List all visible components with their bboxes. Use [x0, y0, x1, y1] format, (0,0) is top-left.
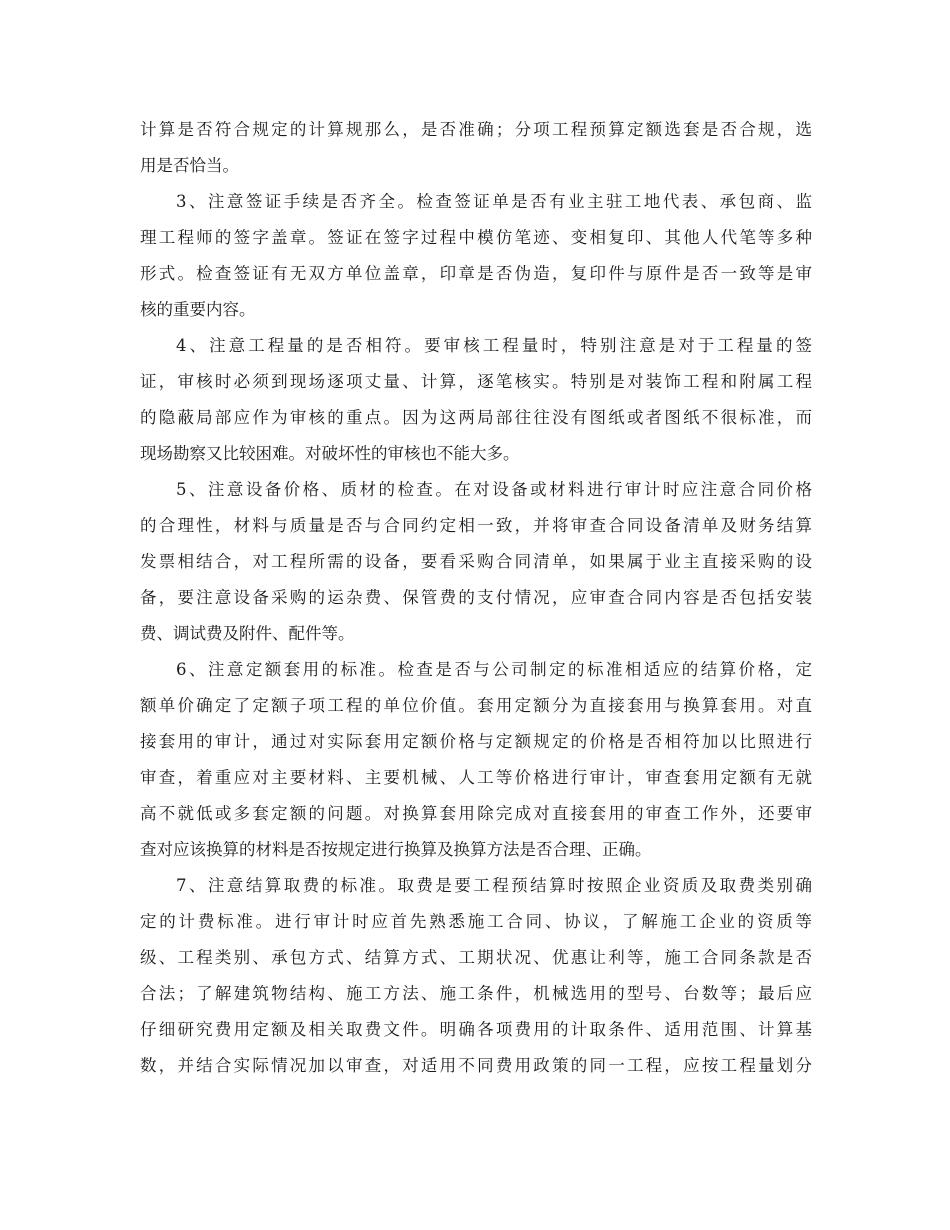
- text-line: 证，审核时必须到现场逐项丈量、计算，逐笔核实。特别是对装饰工程和附属工程: [140, 372, 812, 391]
- text-line: 定的计费标准。进行审计时应首先熟悉施工合同、协议，了解施工企业的资质等: [140, 912, 812, 931]
- text-line: 查对应该换算的材料是否按规定进行换算及换算方法是否合理、正确。: [140, 840, 652, 859]
- text-line: 的合理性，材料与质量是否与合同约定相一致，并将审查合同设备清单及财务结算: [140, 516, 812, 535]
- document-body: [140, 112, 812, 1084]
- text-line: 计算是否符合规定的计算规那么，是否准确；分项工程预算定额选套是否合规，选: [140, 120, 812, 139]
- text-line: 费、调试费及附件、配件等。: [140, 624, 355, 643]
- text-line: 的隐蔽局部应作为审核的重点。因为这两局部往往没有图纸或者图纸不很标准，而: [140, 408, 812, 427]
- text-line: 级、工程类别、承包方式、结算方式、工期状况、优惠让利等，施工合同条款是否: [140, 948, 812, 967]
- paragraph-6-first-line: 6、注意定额套用的标准。检查是否与公司制定的标准相适应的结算价格，定: [176, 660, 812, 679]
- paragraph-3-first-line: 3、注意签证手续是否齐全。检查签证单是否有业主驻工地代表、承包商、监: [176, 192, 812, 211]
- text-line: 核的重要内容。: [140, 300, 256, 319]
- text-line: 额单价确定了定额子项工程的单位价值。套用定额分为直接套用与换算套用。对直: [140, 696, 812, 715]
- text-line: 形式。检查签证有无双方单位盖章，印章是否伪造，复印件与原件是否一致等是审: [140, 264, 812, 283]
- paragraph-4-first-line: 4、注意工程量的是否相符。要审核工程量时，特别注意是对于工程量的签: [176, 336, 812, 355]
- paragraph-5-first-line: 5、注意设备价格、质材的检查。在对设备或材料进行审计时应注意合同价格: [176, 480, 812, 499]
- text-line: 现场勘察又比较困难。对破坏性的审核也不能大多。: [140, 444, 520, 463]
- text-line: 发票相结合，对工程所需的设备，要看采购合同清单，如果属于业主直接采购的设: [140, 552, 812, 571]
- text-line: 审查，着重应对主要材料、主要机械、人工等价格进行审计，审查套用定额有无就: [140, 768, 812, 787]
- text-line: 用是否恰当。: [140, 156, 239, 175]
- text-line: 接套用的审计，通过对实际套用定额价格与定额规定的价格是否相符加以比照进行: [140, 732, 812, 751]
- text-line: 理工程师的签字盖章。签证在签字过程中模仿笔迹、变相复印、其他人代笔等多种: [140, 228, 812, 247]
- text-line: 合法；了解建筑物结构、施工方法、施工条件，机械选用的型号、台数等；最后应: [140, 984, 812, 1003]
- text-line: 仔细研究费用定额及相关取费文件。明确各项费用的计取条件、适用范围、计算基: [140, 1020, 812, 1039]
- text-line: 数，并结合实际情况加以审查，对适用不同费用政策的同一工程，应按工程量划分: [140, 1056, 812, 1075]
- text-line: 高不就低或多套定额的问题。对换算套用除完成对直接套用的审查工作外，还要审: [140, 804, 812, 823]
- text-line: 备，要注意设备采购的运杂费、保管费的支付情况，应审查合同内容是否包括安装: [140, 588, 812, 607]
- paragraph-7-first-line: 7、注意结算取费的标准。取费是要工程预结算时按照企业资质及取费类别确: [176, 876, 812, 895]
